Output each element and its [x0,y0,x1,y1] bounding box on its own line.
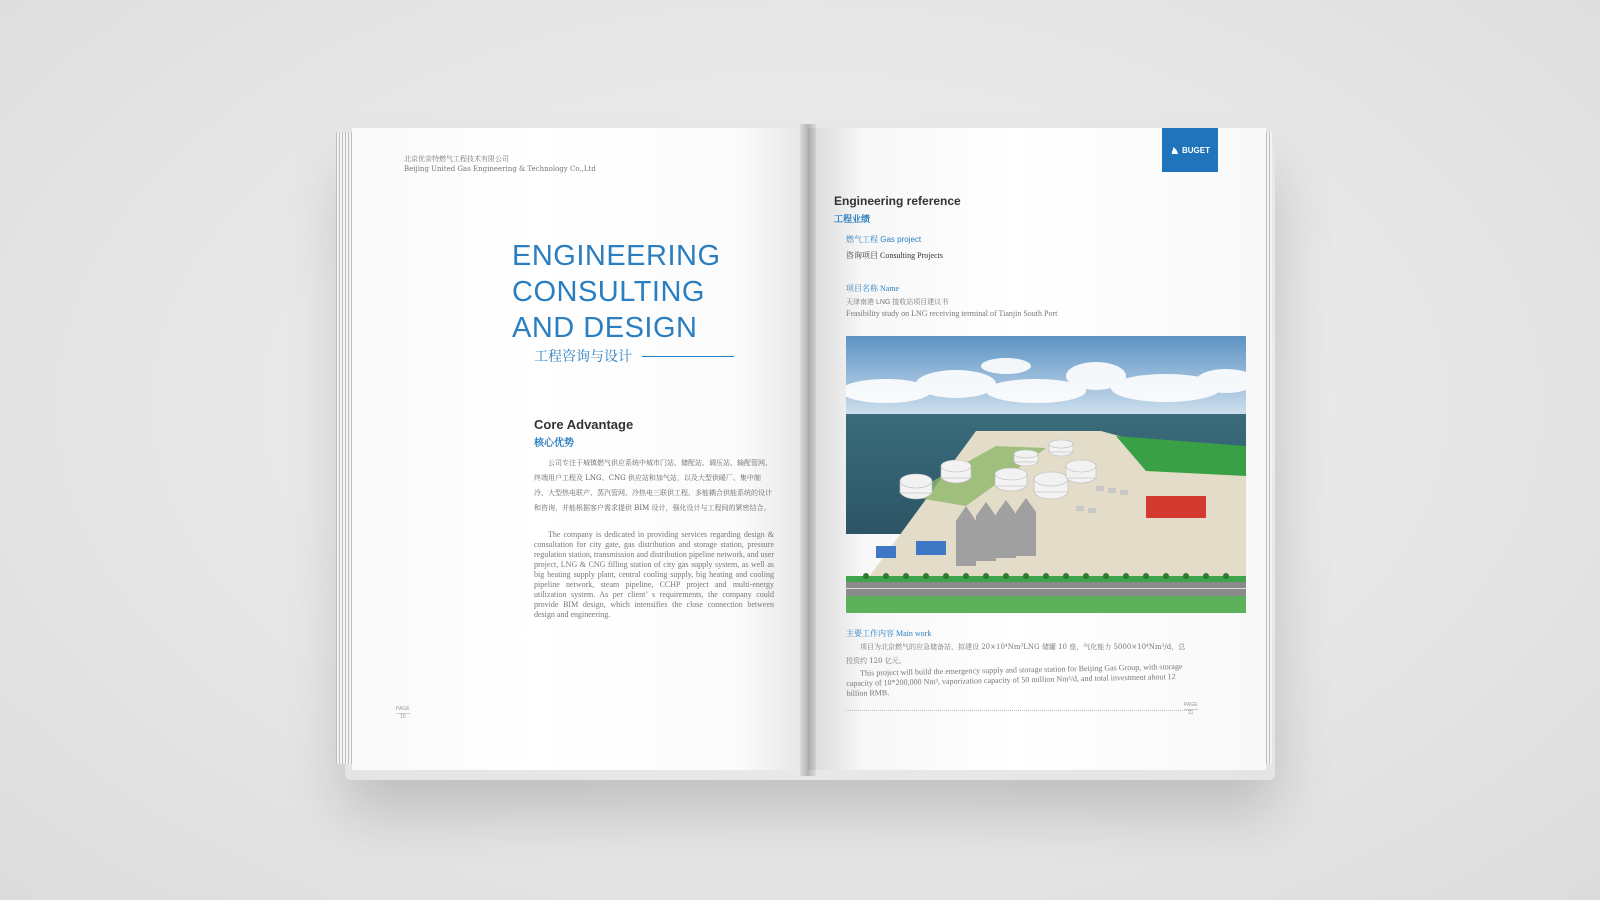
company-name-en: Beijing United Gas Engineering & Technology Co.,Ltd [404,165,596,173]
page-label: PAGE [1184,702,1198,708]
body-text-cn: 公司专注于城镇燃气供应系统中城市门站、储配站、调压站、输配管网、终端用户工程及 LNG、CNG 供应站和加气站，以及大型供暖厂、集中制冷、大型热电联产、蒸汽管网、冷热电三联供工程、多能耦合供能系统的设计和咨询，并能根据客户需求提供 BIM 设计，强化设计与工程间的紧密结合。 [534,459,772,512]
title-line-3: AND DESIGN [512,312,698,344]
book-gutter [800,124,816,776]
page-title-cn: 工程咨询与设计 [534,348,632,364]
project-name-cn: 天津南港 LNG 接收站项目建议书 [846,299,949,306]
project-subcategory: 咨询项目 Consulting Projects [846,251,943,260]
project-name-label: 项目名称 Name [846,284,900,293]
page-title [512,238,721,346]
section-heading-en: Core Advantage [534,417,634,432]
project-category: 燃气工程 Gas project [846,235,922,244]
page-label: PAGE [396,706,410,712]
lng-terminal-rendering [846,336,1246,613]
flame-icon [1170,145,1180,155]
page-number [396,706,410,721]
body-text-en: The company is dedicated in providing services regarding design & consultation for city gate, gas distribution and storage station, pressure regulation station, transmission and distribution pipeline network, and user project, LNG & CNG filling station of city gas supply system, as well as big heating supply plant, central cooling supply, big heating and cooling pipeline network, steam pipeline, CCHP project and multi-energy utilization system. As per client’ s requirements, the company could provide BIM design, which intensifies the close connection between design and engineering. [534,530,774,619]
title-line-1: ENGINEERING [512,240,721,272]
page-number-value: 10 [396,713,410,721]
section-heading-en: Engineering reference [834,194,961,208]
left-page [352,128,810,770]
brand-logo [1162,128,1218,172]
company-name-cn: 北京优奈特燃气工程技术有限公司 [404,155,509,163]
title-divider [642,356,734,357]
divider [846,710,1191,711]
page-number-value: 11 [1184,709,1198,717]
main-work-label: 主要工作内容 Main work [846,629,932,638]
company-name [404,154,596,174]
section-heading-cn: 核心优势 [534,438,574,449]
section-heading-cn: 工程业绩 [834,214,871,224]
main-work-en: This project will build the emergency supply and storage station for Beijing Gas Group, with storage capacity of 10*200,000 Nm³, vaporization capacity of 50 million Nm³/d, and total investment about 12 billion RMB. [846,661,1183,698]
title-line-2: CONSULTING [512,276,705,308]
project-name-en: Feasibility study on LNG receiving terminal of Tianjin South Port [846,309,1058,318]
main-work-cn: 项目为北京燃气的应急储备站，拟建设 20×10⁴Nm³LNG 储罐 10 座，气化能力 5000×10⁴Nm³/d，总投资约 120 亿元。 [846,643,1186,665]
page-number [1184,702,1198,717]
logo-text: BUGET [1182,145,1210,155]
right-page [808,128,1266,770]
